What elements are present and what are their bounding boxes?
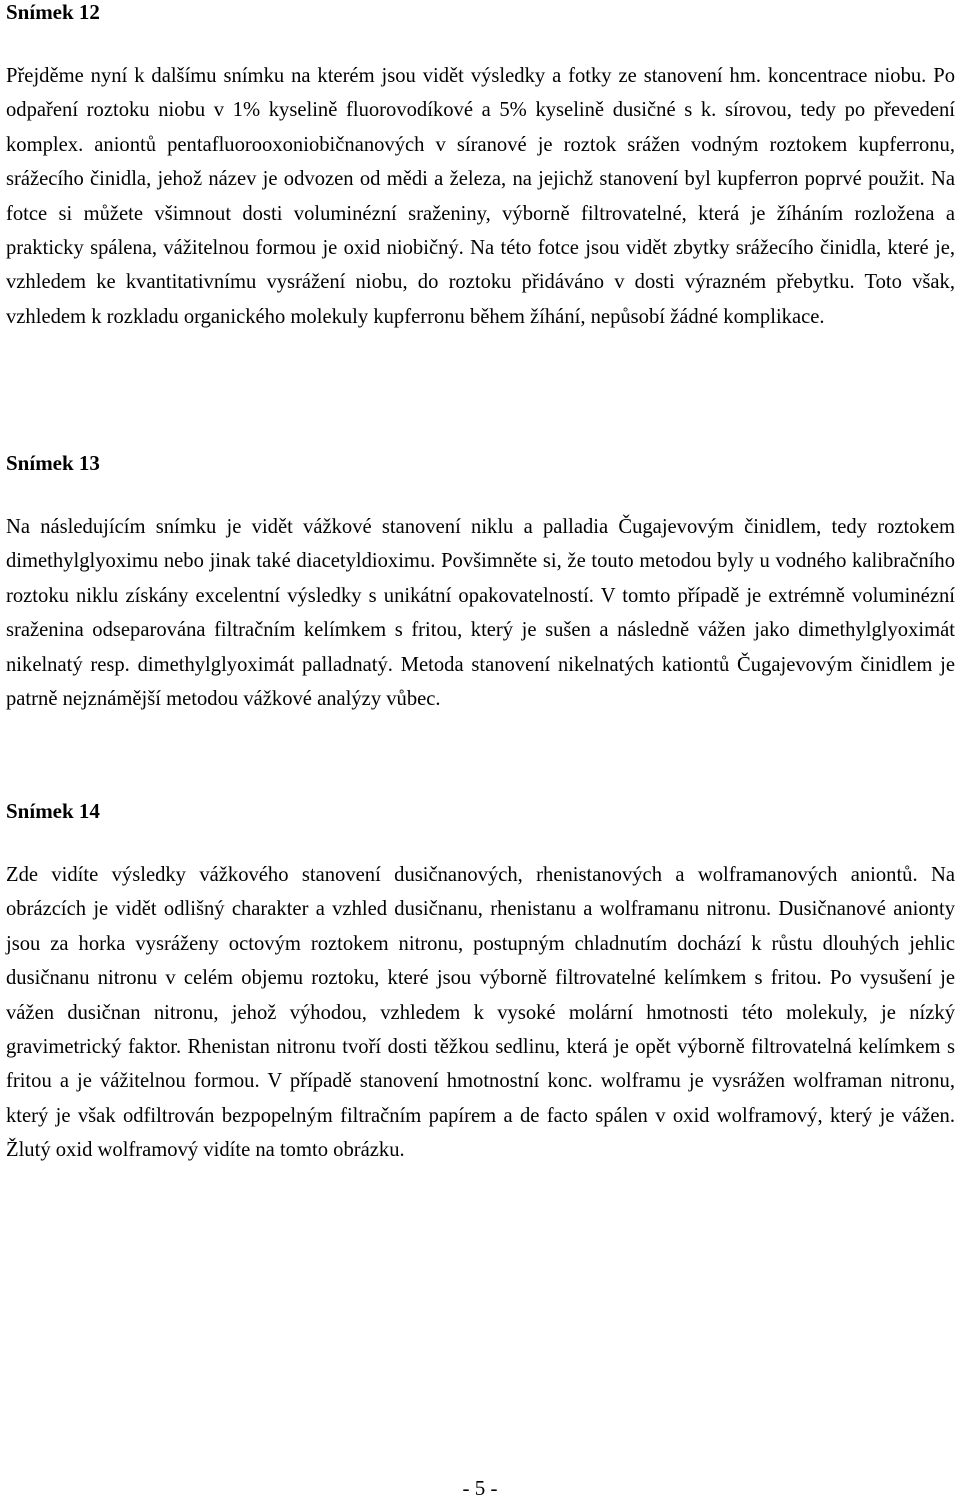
page-number: - 5 - — [462, 1476, 498, 1500]
section-heading-12: Snímek 12 — [6, 0, 100, 24]
section-paragraph-12: Přejděme nyní k dalšímu snímku na kterém jsou vidět výsledky a fotky ze stanovení hm. koncentrace niobu. Po odpaření roztoku niobu v 1% kyselině fluorovodíkové a 5% kyselině dusičné s k. sírovou, tedy po převedení komplex. aniontů pentafluorooxoniobičnanových v síranové je roztok srážen vodným roztokem kupferronu, srážecího činidla, jehož název je odvozen od mědi a železa, na jejichž stanovení byl kupferron poprvé použit. Na fotce si můžete všimnout dosti voluminézní sraženiny, výborně filtrovatelné, která je žíháním rozložena a prakticky spálena, vážitelnou formou je oxid niobičný. Na této fotce jsou vidět zbytky srážecího činidla, které je, vzhledem ke kvantitativnímu vysrážení niobu, do roztoku přidáváno v dosti výrazném přebytku. Toto však, vzhledem k rozkladu organického molekuly kupferronu během žíhání, nepůsobí žádné komplikace. — [6, 65, 955, 328]
section-heading-13: Snímek 13 — [6, 451, 100, 475]
section-paragraph-14: Zde vidíte výsledky vážkového stanovení dusičnanových, rhenistanových a wolframanových aniontů. Na obrázcích je vidět odlišný charakter a vzhled dusičnanu, rhenistanu a wolframanu nitronu. Dusičnanové anionty jsou za horka vysráženy octovým roztokem nitronu, postupným chladnutím dochází k růstu dlouhých jehlic dusičnanu nitronu v celém objemu roztoku, které jsou výborně filtrovatelné kelímkem s fritou. Po vysušení je vážen dusičnan nitronu, jehož výhodou, vzhledem k vysoké molární hmotnosti této molekuly, je nízký gravimetrický faktor. Rhenistan nitronu tvoří dosti těžkou sedlinu, která je opět výborně filtrovatelná kelímkem s fritou a je vážitelnou formou. V případě stanovení hmotnostní konc. wolframu je vysrážen wolframan nitronu, který je však odfiltrován bezpopelným filtračním papírem a de facto spálen v oxid wolframový, který je vážen. Žlutý oxid wolframový vidíte na tomto obrázku. — [6, 864, 955, 1162]
section-heading-14: Snímek 14 — [6, 799, 100, 823]
section-paragraph-13: Na následujícím snímku je vidět vážkové stanovení niklu a palladia Čugajevovým činidlem, tedy roztokem dimethylglyoximu nebo jinak také diacetyldioximu. Povšimněte si, že touto metodou byly u vodného kalibračního roztoku niklu získány excelentní výsledky s unikátní opakovatelností. V tomto případě je extrémně voluminézní sraženina odseparována filtračním kelímkem s fritou, který je sušen a následně vážen jako dimethylglyoximát nikelnatý resp. dimethylglyoximát palladnatý. Metoda stanovení nikelnatých kationtů Čugajevovým činidlem je patrně nejznámější metodou vážkové analýzy vůbec. — [6, 516, 955, 711]
